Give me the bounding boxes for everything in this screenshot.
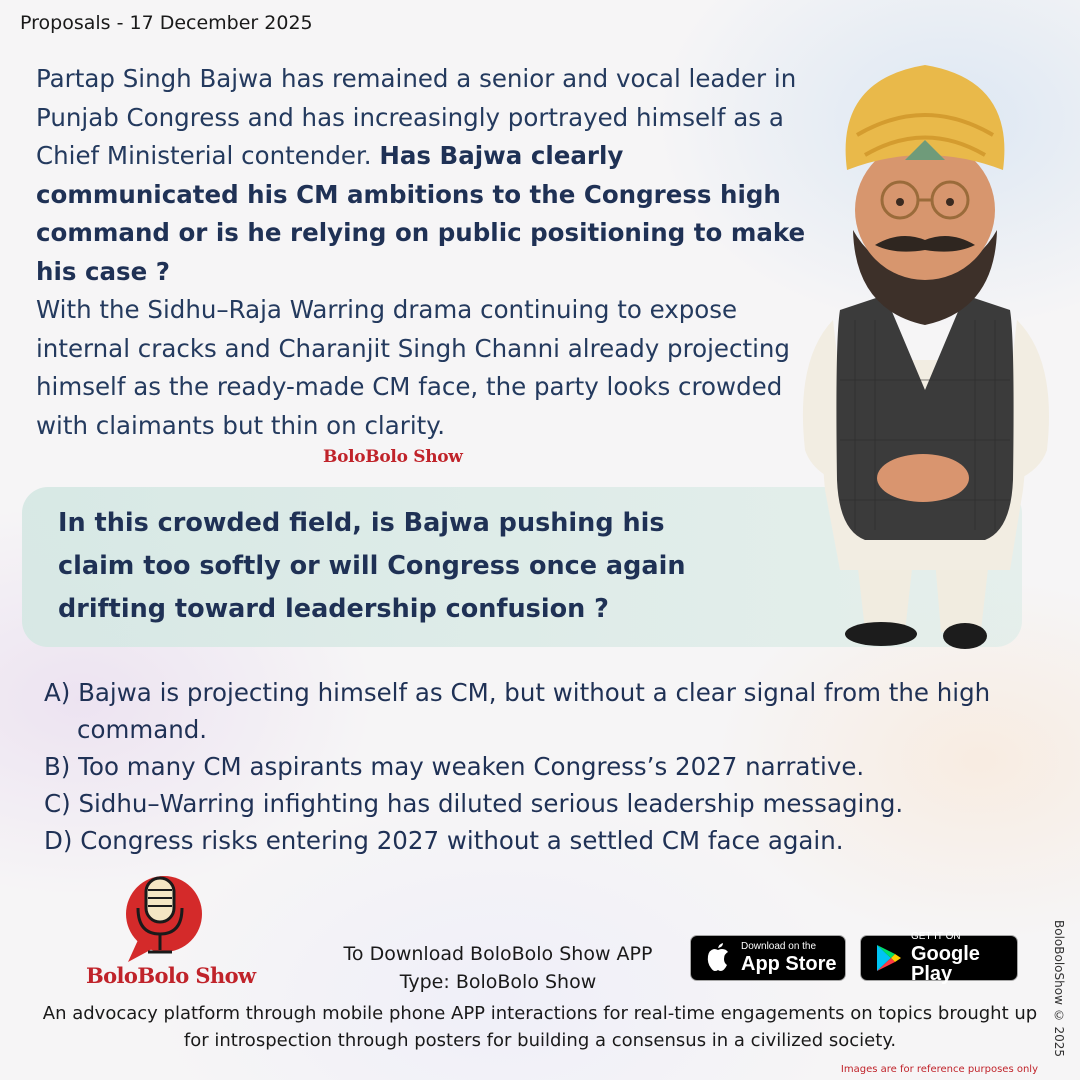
brand-logo-text: BoloBolo Show bbox=[86, 963, 256, 988]
intro-text-bold: Has Bajwa clearly communicated his CM ambitions to the Congress high command or is he relying on public positioning to make his case ? bbox=[36, 141, 806, 286]
date-label: Proposals - 17 December 2025 bbox=[20, 12, 313, 34]
platform-tagline: An advocacy platform through mobile phone APP interactions for real-time engagements on topics brought up for introspection through posters for building a consensus in a civilized society. bbox=[42, 1003, 1038, 1051]
google-play-icon bbox=[871, 941, 905, 975]
copyright-vertical: BoloBoloShow © 2025 bbox=[1052, 920, 1066, 1058]
googleplay-big-text: Google Play bbox=[911, 943, 980, 985]
intro-text-part1: Partap Singh Bajwa has remained a senior and vocal leader in Punjab Congress and has increasingly portrayed himself as a Chief Ministerial contender. bbox=[36, 64, 797, 170]
politician-illustration bbox=[795, 60, 1055, 660]
download-line-2: Type: BoloBolo Show bbox=[399, 971, 597, 993]
download-instructions bbox=[330, 940, 666, 996]
option-a[interactable]: A) Bajwa is projecting himself as CM, but without a clear signal from the high command. bbox=[44, 678, 991, 744]
app-store-button[interactable] bbox=[690, 935, 846, 981]
intro-paragraph bbox=[36, 60, 816, 445]
appstore-small-text: Download on the bbox=[741, 941, 817, 952]
watermark-brand: BoloBolo Show bbox=[323, 447, 463, 467]
option-b[interactable]: B) Too many CM aspirants may weaken Congress’s 2027 narrative. bbox=[44, 752, 865, 781]
question-text: In this crowded field, is Bajwa pushing his claim too softly or will Congress once again drifting toward leadership confusion ? bbox=[58, 508, 686, 624]
appstore-big-text: App Store bbox=[741, 953, 837, 975]
intro-text-part2: With the Sidhu–Raja Warring drama continuing to expose internal cracks and Charanjit Singh Channi already projecting himself as the ready-made CM face, the party looks crowded with claimants but thin on clarity. bbox=[36, 295, 790, 440]
option-d[interactable]: D) Congress risks entering 2027 without a settled CM face again. bbox=[44, 826, 844, 855]
option-c[interactable]: C) Sidhu–Warring infighting has diluted serious leadership messaging. bbox=[44, 789, 904, 818]
answer-options bbox=[44, 674, 1064, 859]
microphone-logo-icon bbox=[118, 870, 202, 966]
googleplay-small-text: GET IT ON bbox=[911, 931, 961, 942]
apple-icon bbox=[701, 941, 735, 975]
google-play-button[interactable] bbox=[860, 931, 1018, 985]
image-disclaimer: Images are for reference purposes only bbox=[840, 1064, 1038, 1075]
download-line-1: To Download BoloBolo Show APP bbox=[343, 943, 653, 965]
